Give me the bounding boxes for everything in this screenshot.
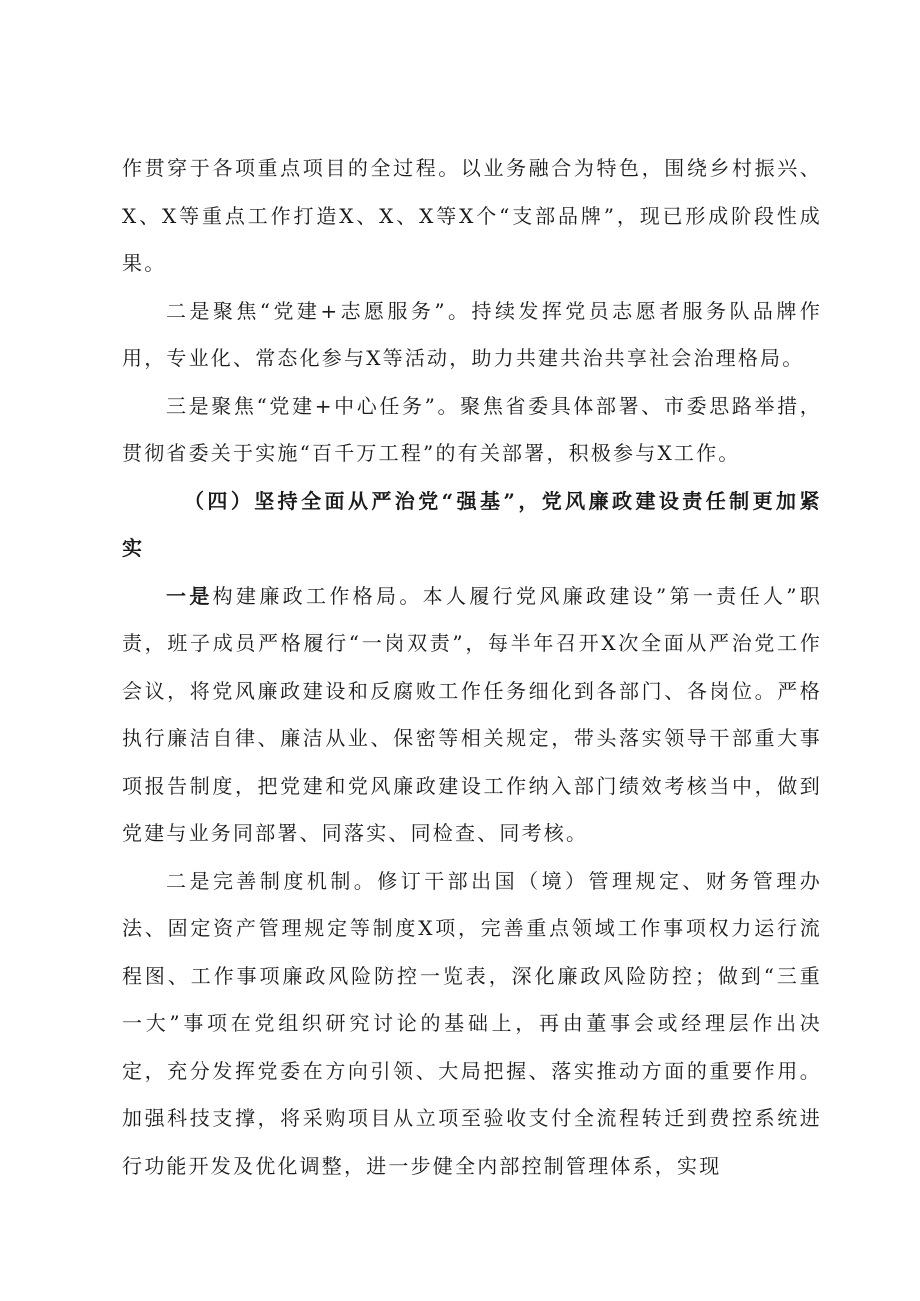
section-heading-4: （四）坚持全面从严治党“强基”，党风廉政建设责任制更加紧实: [122, 488, 822, 560]
document-body: [122, 145, 822, 1190]
paragraph-volunteer-service: 二是聚焦“党建+志愿服务”。持续发挥党员志愿者服务队品牌作用，专业化、常态化参与X等活动，助力共建共治共享社会治理格局。: [122, 298, 822, 370]
paragraph-clean-governance-body: 构建廉政工作格局。本人履行党风廉政建设”第一责任人”职责，班子成员严格履行“一岗双责”，每半年召开X次全面从严治党工作会议，将党风廉政建设和反腐败工作任务细化到各部门、各岗位。严格执行廉洁自律、廉洁从业、保密等相关规定，带头落实领导干部重大事项报告制度，把党建和党风廉政建设工作纳入部门绩效考核当中，做到党建与业务同部署、同落实、同检查、同考核。: [122, 583, 822, 845]
paragraph-lead-first: 一是: [166, 583, 213, 608]
paragraph-central-tasks: 三是聚焦“党建+中心任务”。聚焦省委具体部署、市委思路举措，贯彻省委关于实施“百千万工程”的有关部署，积极参与X工作。: [122, 393, 822, 465]
paragraph-clean-governance: [122, 573, 822, 858]
paragraph-institutional-mechanism: 二是完善制度机制。修订干部出国（境）管理规定、财务管理办法、固定资产管理规定等制度X项，完善重点领域工作事项权力运行流程图、工作事项廉政风险防控一览表，深化廉政风险防控；做到“三重一大”事项在党组织研究讨论的基础上，再由董事会或经理层作出决定，充分发挥党委在方向引领、大局把握、落实推动方面的重要作用。加强科技支撑，将采购项目从立项至验收支付全流程转迁到费控系统进行功能开发及优化调整，进一步健全内部控制管理体系，实现: [122, 868, 822, 1178]
paragraph-continuation: 作贯穿于各项重点项目的全过程。以业务融合为特色，围绕乡村振兴、X、X等重点工作打造X、X、X等X个“支部品牌”，现已形成阶段性成果。: [122, 156, 822, 275]
